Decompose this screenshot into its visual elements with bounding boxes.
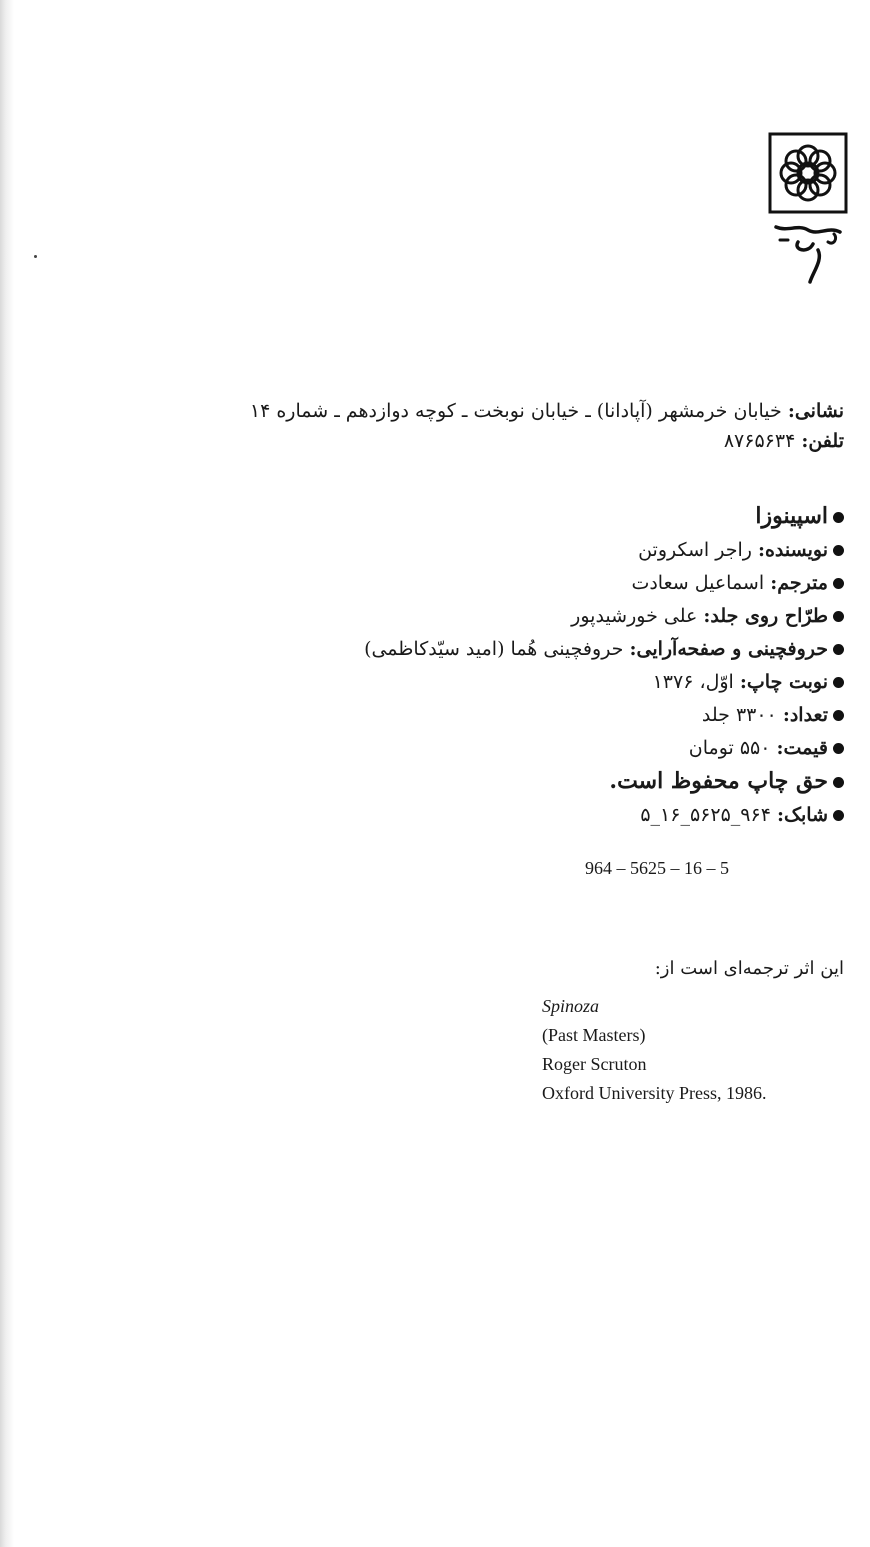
detail-cover xyxy=(224,600,844,633)
bullet-icon xyxy=(833,743,844,754)
edition-label: نوبت چاپ: xyxy=(739,671,828,693)
bullet-icon xyxy=(833,545,844,556)
count-value: ۳۳۰۰ جلد xyxy=(701,704,777,726)
author-label: نویسنده: xyxy=(757,539,828,561)
original-author: Roger Scruton xyxy=(542,1054,647,1074)
detail-typesetting xyxy=(224,633,844,666)
phone-value: ۸۷۶۵۶۳۴ xyxy=(723,430,796,452)
bullet-icon xyxy=(833,578,844,589)
cover-value: علی خورشیدپور xyxy=(571,605,698,627)
bullet-icon xyxy=(833,677,844,688)
translation-note: این اثر ترجمه‌ای است از: xyxy=(654,958,844,979)
isbn-fa-value: ۹۶۴_۵۶۲۵_۱۶_۵ xyxy=(640,804,771,826)
typesetting-value: حروفچینی هُما (امید سیّدکاظمی) xyxy=(364,638,624,660)
detail-count xyxy=(224,699,844,732)
detail-price xyxy=(224,732,844,765)
address-block xyxy=(104,396,844,456)
price-label: قیمت: xyxy=(776,737,828,759)
translator-label: مترجم: xyxy=(770,572,828,594)
original-title: Spinoza xyxy=(542,996,600,1016)
bullet-icon xyxy=(833,644,844,655)
author-value: راجر اسکروتن xyxy=(638,539,752,561)
detail-edition xyxy=(224,666,844,699)
edition-value: اوّل، ۱۳۷۶ xyxy=(652,671,734,693)
bullet-icon xyxy=(833,611,844,622)
isbn-label: شابک: xyxy=(776,804,828,826)
original-publisher: Oxford University Press, 1986. xyxy=(542,1083,767,1103)
original-series: (Past Masters) xyxy=(542,1025,646,1045)
bullet-icon xyxy=(833,512,844,523)
phone-label: تلفن: xyxy=(801,430,844,452)
typesetting-label: حروفچینی و صفحه‌آرایی: xyxy=(629,638,828,660)
detail-author xyxy=(224,534,844,567)
book-title: اسپینوزا xyxy=(755,503,828,529)
publisher-logo xyxy=(768,132,848,284)
original-source xyxy=(542,992,766,1108)
address-line xyxy=(104,396,844,426)
address-label: نشانی: xyxy=(787,400,844,422)
detail-title xyxy=(224,500,844,534)
page-spine-edge xyxy=(0,0,14,1547)
rights-text: حق چاپ محفوظ است. xyxy=(609,768,828,794)
isbn-latin: 964 – 5625 – 16 – 5 xyxy=(585,858,729,878)
detail-translator xyxy=(224,567,844,600)
detail-rights xyxy=(224,765,844,799)
count-label: تعداد: xyxy=(782,704,828,726)
phone-line xyxy=(104,426,844,456)
translator-value: اسماعیل سعادت xyxy=(631,572,765,594)
price-value: ۵۵۰ تومان xyxy=(688,737,771,759)
book-details xyxy=(224,500,844,832)
cover-label: طرّاح روی جلد: xyxy=(703,605,828,627)
address-value: خیابان خرمشهر (آپادانا) ـ خیابان نوبخت ـ کوچه دوازدهم ـ شماره ۱۴ xyxy=(249,400,782,422)
page-speck xyxy=(34,255,37,258)
detail-isbn xyxy=(224,799,844,832)
bullet-icon xyxy=(833,810,844,821)
bullet-icon xyxy=(833,777,844,788)
bullet-icon xyxy=(833,710,844,721)
